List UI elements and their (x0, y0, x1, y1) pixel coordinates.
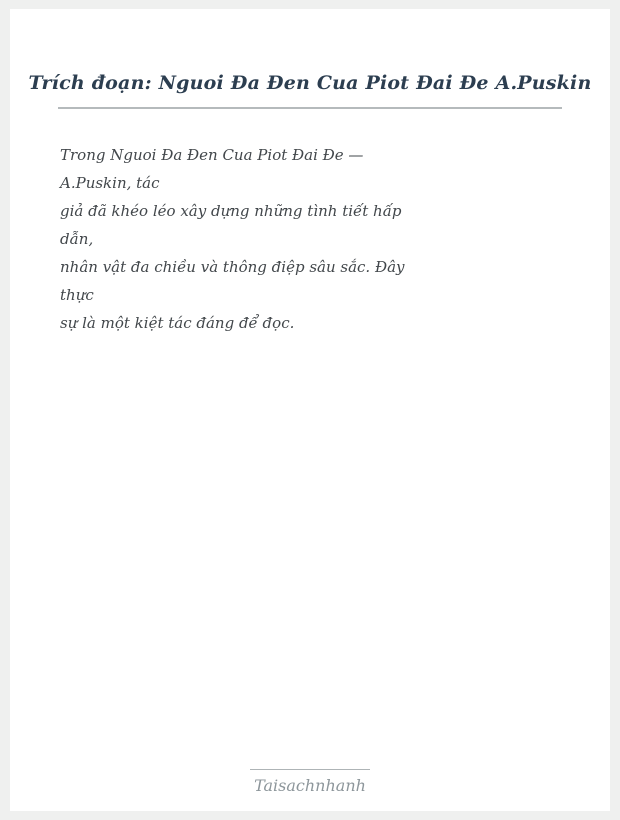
title-divider (58, 107, 562, 109)
excerpt-block (60, 141, 405, 337)
excerpt-line: thực (60, 286, 94, 304)
excerpt-line: giả đã khéo léo xây dựng những tình tiết hấp (60, 202, 402, 220)
page-title: Trích đoạn: Nguoi Đa Đen Cua Piot Đai Đe A.Puskin (28, 72, 592, 94)
footer-brand: Taisachnhanh (254, 776, 366, 795)
excerpt-line: Trong Nguoi Đa Đen Cua Piot Đai Đe — (60, 146, 364, 164)
excerpt-line: A.Puskin, tác (60, 174, 160, 192)
excerpt-line: dẫn, (60, 230, 94, 248)
page-footer (10, 769, 610, 797)
document-page (10, 9, 610, 811)
excerpt-line: nhân vật đa chiều và thông điệp sâu sắc. Đây (60, 258, 405, 276)
footer-divider (250, 769, 370, 770)
excerpt-line: sự là một kiệt tác đáng để đọc. (60, 314, 295, 332)
